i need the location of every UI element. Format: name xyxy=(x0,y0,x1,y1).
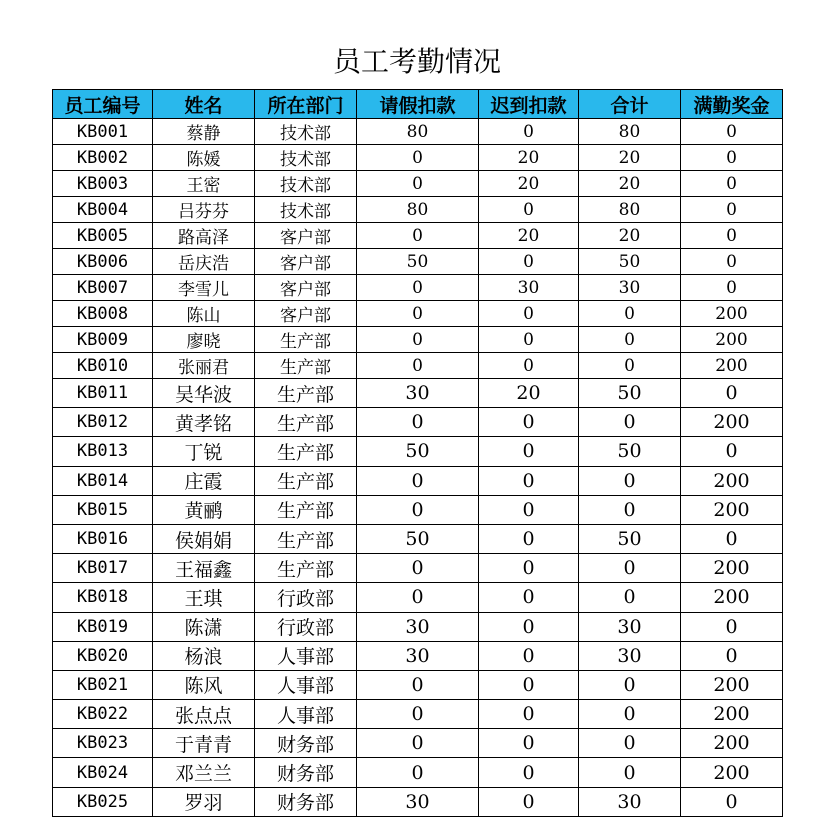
cell-name[interactable]: 张点点 xyxy=(153,700,255,729)
cell-attendance-bonus[interactable]: 0 xyxy=(681,275,783,301)
cell-leave-deduction[interactable]: 0 xyxy=(357,758,479,787)
cell-late-deduction[interactable]: 0 xyxy=(479,495,579,524)
cell-attendance-bonus[interactable]: 200 xyxy=(681,301,783,327)
cell-late-deduction[interactable]: 0 xyxy=(479,700,579,729)
cell-leave-deduction[interactable]: 30 xyxy=(357,379,479,408)
cell-late-deduction[interactable]: 0 xyxy=(479,437,579,466)
cell-attendance-bonus[interactable]: 200 xyxy=(681,495,783,524)
cell-name[interactable]: 黄鹂 xyxy=(153,495,255,524)
cell-leave-deduction[interactable]: 0 xyxy=(357,583,479,612)
cell-attendance-bonus[interactable]: 200 xyxy=(681,466,783,495)
cell-leave-deduction[interactable]: 30 xyxy=(357,612,479,641)
cell-leave-deduction[interactable]: 0 xyxy=(357,466,479,495)
cell-total[interactable]: 0 xyxy=(579,495,681,524)
cell-leave-deduction[interactable]: 30 xyxy=(357,787,479,816)
table-row xyxy=(53,249,783,275)
cell-employee-id[interactable]: KB011 xyxy=(53,379,153,408)
cell-attendance-bonus[interactable]: 200 xyxy=(681,353,783,379)
cell-employee-id[interactable]: KB020 xyxy=(53,641,153,670)
cell-total[interactable]: 30 xyxy=(579,641,681,670)
cell-name[interactable]: 王福鑫 xyxy=(153,554,255,583)
table-row xyxy=(53,353,783,379)
header-total[interactable]: 合计 xyxy=(579,90,681,119)
cell-employee-id[interactable]: KB008 xyxy=(53,301,153,327)
cell-total[interactable]: 20 xyxy=(579,171,681,197)
cell-employee-id[interactable]: KB004 xyxy=(53,197,153,223)
cell-leave-deduction[interactable]: 80 xyxy=(357,197,479,223)
cell-department[interactable]: 生产部 xyxy=(255,466,357,495)
cell-employee-id[interactable]: KB012 xyxy=(53,408,153,437)
table-row xyxy=(53,495,783,524)
cell-employee-id[interactable]: KB014 xyxy=(53,466,153,495)
table-row xyxy=(53,171,783,197)
cell-name[interactable]: 邓兰兰 xyxy=(153,758,255,787)
cell-leave-deduction[interactable]: 0 xyxy=(357,495,479,524)
cell-late-deduction[interactable]: 0 xyxy=(479,466,579,495)
cell-employee-id[interactable]: KB025 xyxy=(53,787,153,816)
cell-department[interactable]: 技术部 xyxy=(255,197,357,223)
table-row xyxy=(53,524,783,553)
cell-leave-deduction[interactable]: 0 xyxy=(357,301,479,327)
cell-total[interactable]: 0 xyxy=(579,353,681,379)
cell-attendance-bonus[interactable]: 0 xyxy=(681,171,783,197)
cell-attendance-bonus[interactable]: 200 xyxy=(681,758,783,787)
cell-leave-deduction[interactable]: 0 xyxy=(357,327,479,353)
cell-attendance-bonus[interactable]: 200 xyxy=(681,670,783,699)
cell-late-deduction[interactable]: 0 xyxy=(479,353,579,379)
cell-name[interactable]: 路高泽 xyxy=(153,223,255,249)
cell-late-deduction[interactable]: 20 xyxy=(479,223,579,249)
cell-name[interactable]: 黄孝铭 xyxy=(153,408,255,437)
cell-employee-id[interactable]: KB001 xyxy=(53,119,153,145)
cell-leave-deduction[interactable]: 0 xyxy=(357,408,479,437)
cell-attendance-bonus[interactable]: 0 xyxy=(681,223,783,249)
header-name[interactable]: 姓名 xyxy=(153,90,255,119)
cell-leave-deduction[interactable]: 50 xyxy=(357,249,479,275)
cell-leave-deduction[interactable]: 0 xyxy=(357,353,479,379)
cell-leave-deduction[interactable]: 50 xyxy=(357,524,479,553)
cell-department[interactable]: 技术部 xyxy=(255,145,357,171)
cell-total[interactable]: 50 xyxy=(579,379,681,408)
cell-attendance-bonus[interactable]: 200 xyxy=(681,408,783,437)
cell-late-deduction[interactable]: 30 xyxy=(479,275,579,301)
cell-late-deduction[interactable]: 0 xyxy=(479,119,579,145)
cell-leave-deduction[interactable]: 30 xyxy=(357,641,479,670)
cell-total[interactable]: 0 xyxy=(579,729,681,758)
cell-total[interactable]: 30 xyxy=(579,612,681,641)
cell-total[interactable]: 0 xyxy=(579,700,681,729)
cell-department[interactable]: 生产部 xyxy=(255,437,357,466)
table-row xyxy=(53,758,783,787)
header-department[interactable]: 所在部门 xyxy=(255,90,357,119)
cell-name[interactable]: 吴华波 xyxy=(153,379,255,408)
cell-employee-id[interactable]: KB022 xyxy=(53,700,153,729)
cell-attendance-bonus[interactable]: 0 xyxy=(681,249,783,275)
cell-name[interactable]: 丁锐 xyxy=(153,437,255,466)
cell-total[interactable]: 0 xyxy=(579,466,681,495)
cell-total[interactable]: 20 xyxy=(579,145,681,171)
cell-total[interactable]: 0 xyxy=(579,758,681,787)
table-row xyxy=(53,437,783,466)
cell-employee-id[interactable]: KB023 xyxy=(53,729,153,758)
cell-department[interactable]: 技术部 xyxy=(255,119,357,145)
table-row xyxy=(53,275,783,301)
cell-late-deduction[interactable]: 0 xyxy=(479,670,579,699)
cell-department[interactable]: 财务部 xyxy=(255,787,357,816)
header-employee-id[interactable]: 员工编号 xyxy=(53,90,153,119)
cell-department[interactable]: 客户部 xyxy=(255,275,357,301)
cell-attendance-bonus[interactable]: 0 xyxy=(681,437,783,466)
table-row xyxy=(53,700,783,729)
table-body xyxy=(53,119,783,817)
cell-employee-id[interactable]: KB017 xyxy=(53,554,153,583)
cell-total[interactable]: 80 xyxy=(579,197,681,223)
cell-late-deduction[interactable]: 0 xyxy=(479,583,579,612)
cell-name[interactable]: 杨浪 xyxy=(153,641,255,670)
header-late-deduction[interactable]: 迟到扣款 xyxy=(479,90,579,119)
sheet-title: 员工考勤情况 xyxy=(332,45,501,78)
table-row xyxy=(53,641,783,670)
cell-attendance-bonus[interactable]: 200 xyxy=(681,583,783,612)
cell-leave-deduction[interactable]: 0 xyxy=(357,700,479,729)
cell-department[interactable]: 人事部 xyxy=(255,641,357,670)
table-row xyxy=(53,612,783,641)
cell-employee-id[interactable]: KB006 xyxy=(53,249,153,275)
cell-employee-id[interactable]: KB010 xyxy=(53,353,153,379)
cell-name[interactable]: 陈媛 xyxy=(153,145,255,171)
cell-total[interactable]: 80 xyxy=(579,119,681,145)
cell-department[interactable]: 生产部 xyxy=(255,524,357,553)
cell-name[interactable]: 吕芬芬 xyxy=(153,197,255,223)
cell-late-deduction[interactable]: 0 xyxy=(479,524,579,553)
cell-total[interactable]: 50 xyxy=(579,524,681,553)
cell-total[interactable]: 30 xyxy=(579,787,681,816)
cell-department[interactable]: 生产部 xyxy=(255,554,357,583)
cell-leave-deduction[interactable]: 50 xyxy=(357,437,479,466)
cell-department[interactable]: 行政部 xyxy=(255,583,357,612)
cell-late-deduction[interactable]: 0 xyxy=(479,554,579,583)
cell-late-deduction[interactable]: 0 xyxy=(479,787,579,816)
table-row xyxy=(53,583,783,612)
cell-total[interactable]: 50 xyxy=(579,437,681,466)
cell-late-deduction[interactable]: 20 xyxy=(479,145,579,171)
cell-leave-deduction[interactable]: 0 xyxy=(357,670,479,699)
cell-department[interactable]: 人事部 xyxy=(255,700,357,729)
cell-employee-id[interactable]: KB013 xyxy=(53,437,153,466)
cell-leave-deduction[interactable]: 0 xyxy=(357,145,479,171)
cell-total[interactable]: 0 xyxy=(579,670,681,699)
cell-attendance-bonus[interactable]: 200 xyxy=(681,554,783,583)
cell-name[interactable]: 蔡静 xyxy=(153,119,255,145)
cell-attendance-bonus[interactable]: 0 xyxy=(681,197,783,223)
cell-attendance-bonus[interactable]: 0 xyxy=(681,119,783,145)
table-row xyxy=(53,729,783,758)
cell-name[interactable]: 王密 xyxy=(153,171,255,197)
cell-late-deduction[interactable]: 0 xyxy=(479,408,579,437)
cell-attendance-bonus[interactable]: 200 xyxy=(681,729,783,758)
cell-leave-deduction[interactable]: 0 xyxy=(357,729,479,758)
cell-department[interactable]: 人事部 xyxy=(255,670,357,699)
table-row xyxy=(53,223,783,249)
cell-employee-id[interactable]: KB003 xyxy=(53,171,153,197)
cell-total[interactable]: 50 xyxy=(579,249,681,275)
cell-leave-deduction[interactable]: 0 xyxy=(357,223,479,249)
cell-late-deduction[interactable]: 20 xyxy=(479,171,579,197)
cell-late-deduction[interactable]: 0 xyxy=(479,249,579,275)
cell-total[interactable]: 0 xyxy=(579,583,681,612)
header-attendance-bonus[interactable]: 满勤奖金 xyxy=(681,90,783,119)
cell-employee-id[interactable]: KB002 xyxy=(53,145,153,171)
cell-leave-deduction[interactable]: 0 xyxy=(357,554,479,583)
cell-attendance-bonus[interactable]: 0 xyxy=(681,641,783,670)
table-row xyxy=(53,327,783,353)
cell-attendance-bonus[interactable]: 0 xyxy=(681,612,783,641)
cell-department[interactable]: 客户部 xyxy=(255,249,357,275)
cell-employee-id[interactable]: KB007 xyxy=(53,275,153,301)
cell-leave-deduction[interactable]: 0 xyxy=(357,171,479,197)
header-row xyxy=(53,90,783,119)
table-row xyxy=(53,670,783,699)
cell-name[interactable]: 于青青 xyxy=(153,729,255,758)
cell-late-deduction[interactable]: 0 xyxy=(479,641,579,670)
cell-employee-id[interactable]: KB024 xyxy=(53,758,153,787)
cell-late-deduction[interactable]: 0 xyxy=(479,729,579,758)
cell-employee-id[interactable]: KB005 xyxy=(53,223,153,249)
cell-attendance-bonus[interactable]: 0 xyxy=(681,524,783,553)
cell-name[interactable]: 陈山 xyxy=(153,301,255,327)
cell-late-deduction[interactable]: 0 xyxy=(479,197,579,223)
cell-employee-id[interactable]: KB018 xyxy=(53,583,153,612)
cell-name[interactable]: 庄霞 xyxy=(153,466,255,495)
table-row xyxy=(53,379,783,408)
cell-name[interactable]: 陈潇 xyxy=(153,612,255,641)
table-row xyxy=(53,145,783,171)
cell-attendance-bonus[interactable]: 0 xyxy=(681,379,783,408)
cell-name[interactable]: 廖晓 xyxy=(153,327,255,353)
cell-employee-id[interactable]: KB019 xyxy=(53,612,153,641)
cell-total[interactable]: 0 xyxy=(579,408,681,437)
cell-employee-id[interactable]: KB021 xyxy=(53,670,153,699)
cell-department[interactable]: 行政部 xyxy=(255,612,357,641)
cell-attendance-bonus[interactable]: 0 xyxy=(681,145,783,171)
cell-name[interactable]: 陈风 xyxy=(153,670,255,699)
table-row xyxy=(53,197,783,223)
header-leave-deduction[interactable]: 请假扣款 xyxy=(357,90,479,119)
cell-total[interactable]: 30 xyxy=(579,275,681,301)
cell-attendance-bonus[interactable]: 200 xyxy=(681,700,783,729)
table-row xyxy=(53,466,783,495)
cell-leave-deduction[interactable]: 80 xyxy=(357,119,479,145)
cell-department[interactable]: 财务部 xyxy=(255,758,357,787)
attendance-table xyxy=(52,89,783,817)
cell-attendance-bonus[interactable]: 200 xyxy=(681,327,783,353)
cell-department[interactable]: 客户部 xyxy=(255,301,357,327)
cell-employee-id[interactable]: KB016 xyxy=(53,524,153,553)
cell-department[interactable]: 财务部 xyxy=(255,729,357,758)
cell-name[interactable]: 侯娟娟 xyxy=(153,524,255,553)
cell-leave-deduction[interactable]: 0 xyxy=(357,275,479,301)
cell-name[interactable]: 岳庆浩 xyxy=(153,249,255,275)
cell-name[interactable]: 张丽君 xyxy=(153,353,255,379)
cell-department[interactable]: 生产部 xyxy=(255,408,357,437)
cell-department[interactable]: 生产部 xyxy=(255,495,357,524)
table-row xyxy=(53,408,783,437)
cell-late-deduction[interactable]: 0 xyxy=(479,758,579,787)
cell-late-deduction[interactable]: 20 xyxy=(479,379,579,408)
table-row xyxy=(53,119,783,145)
cell-employee-id[interactable]: KB009 xyxy=(53,327,153,353)
cell-employee-id[interactable]: KB015 xyxy=(53,495,153,524)
cell-department[interactable]: 生产部 xyxy=(255,327,357,353)
cell-attendance-bonus[interactable]: 0 xyxy=(681,787,783,816)
cell-department[interactable]: 生产部 xyxy=(255,379,357,408)
table-row xyxy=(53,787,783,816)
cell-late-deduction[interactable]: 0 xyxy=(479,301,579,327)
cell-total[interactable]: 0 xyxy=(579,301,681,327)
cell-name[interactable]: 罗羽 xyxy=(153,787,255,816)
cell-late-deduction[interactable]: 0 xyxy=(479,327,579,353)
cell-total[interactable]: 0 xyxy=(579,327,681,353)
table-row xyxy=(53,301,783,327)
cell-name[interactable]: 王琪 xyxy=(153,583,255,612)
cell-late-deduction[interactable]: 0 xyxy=(479,612,579,641)
cell-name[interactable]: 李雪儿 xyxy=(153,275,255,301)
cell-department[interactable]: 生产部 xyxy=(255,353,357,379)
cell-department[interactable]: 技术部 xyxy=(255,171,357,197)
cell-department[interactable]: 客户部 xyxy=(255,223,357,249)
table-row xyxy=(53,554,783,583)
cell-total[interactable]: 20 xyxy=(579,223,681,249)
cell-total[interactable]: 0 xyxy=(579,554,681,583)
